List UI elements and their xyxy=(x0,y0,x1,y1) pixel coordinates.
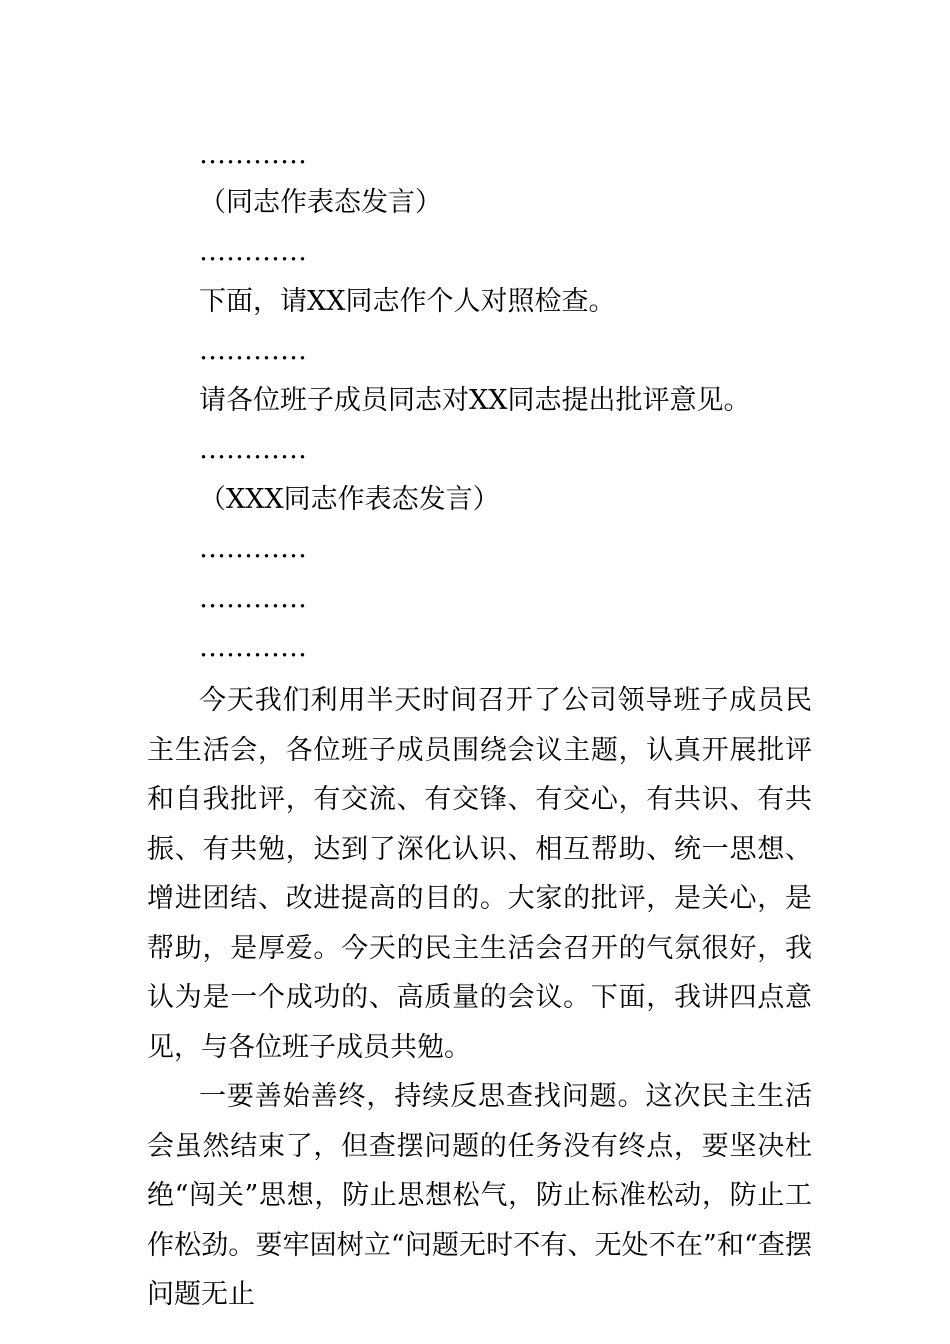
ellipsis-line: ………… xyxy=(199,335,307,366)
first-point-paragraph: 一要善始善终，持续反思查找问题。这次民主生活会虽然结束了，但查摆问题的任务没有终点，要坚决杜绝“闯关”思想，防止思想松气，防止标准松动，防止工作松劲。要牢固树立“问题无时不有、无处不在”和“查摆问题无止 xyxy=(147,1081,812,1310)
speech-line: 请各位班子成员同志对XX同志提出批评意见。 xyxy=(199,385,751,416)
stage-direction-line: （XXX同志作表态发言） xyxy=(199,484,500,515)
stage-direction-line: （同志作表态发言） xyxy=(199,187,442,218)
ellipsis-line: ………… xyxy=(199,632,307,663)
body-text xyxy=(147,676,812,1320)
ellipsis-line: ………… xyxy=(199,533,307,564)
ellipsis-line: ………… xyxy=(199,236,307,267)
ellipsis-line: ………… xyxy=(199,434,307,465)
ellipsis-line: ………… xyxy=(199,583,307,614)
ellipsis-line: ………… xyxy=(199,139,307,170)
speech-line: 下面，请XX同志作个人对照检查。 xyxy=(199,286,616,317)
closing-remarks-paragraph: 今天我们利用半天时间召开了公司领导班子成员民主生活会，各位班子成员围绕会议主题，认真开展批评和自我批评，有交流、有交锋、有交心，有共识、有共振、有共勉，达到了深化认识、相互帮助、统一思想、增进团结、改进提高的目的。大家的批评，是关心，是帮助，是厚爱。今天的民主生活会召开的气氛很好，我认为是一个成功的、高质量的会议。下面，我讲四点意见，与各位班子成员共勉。 xyxy=(147,685,812,1063)
